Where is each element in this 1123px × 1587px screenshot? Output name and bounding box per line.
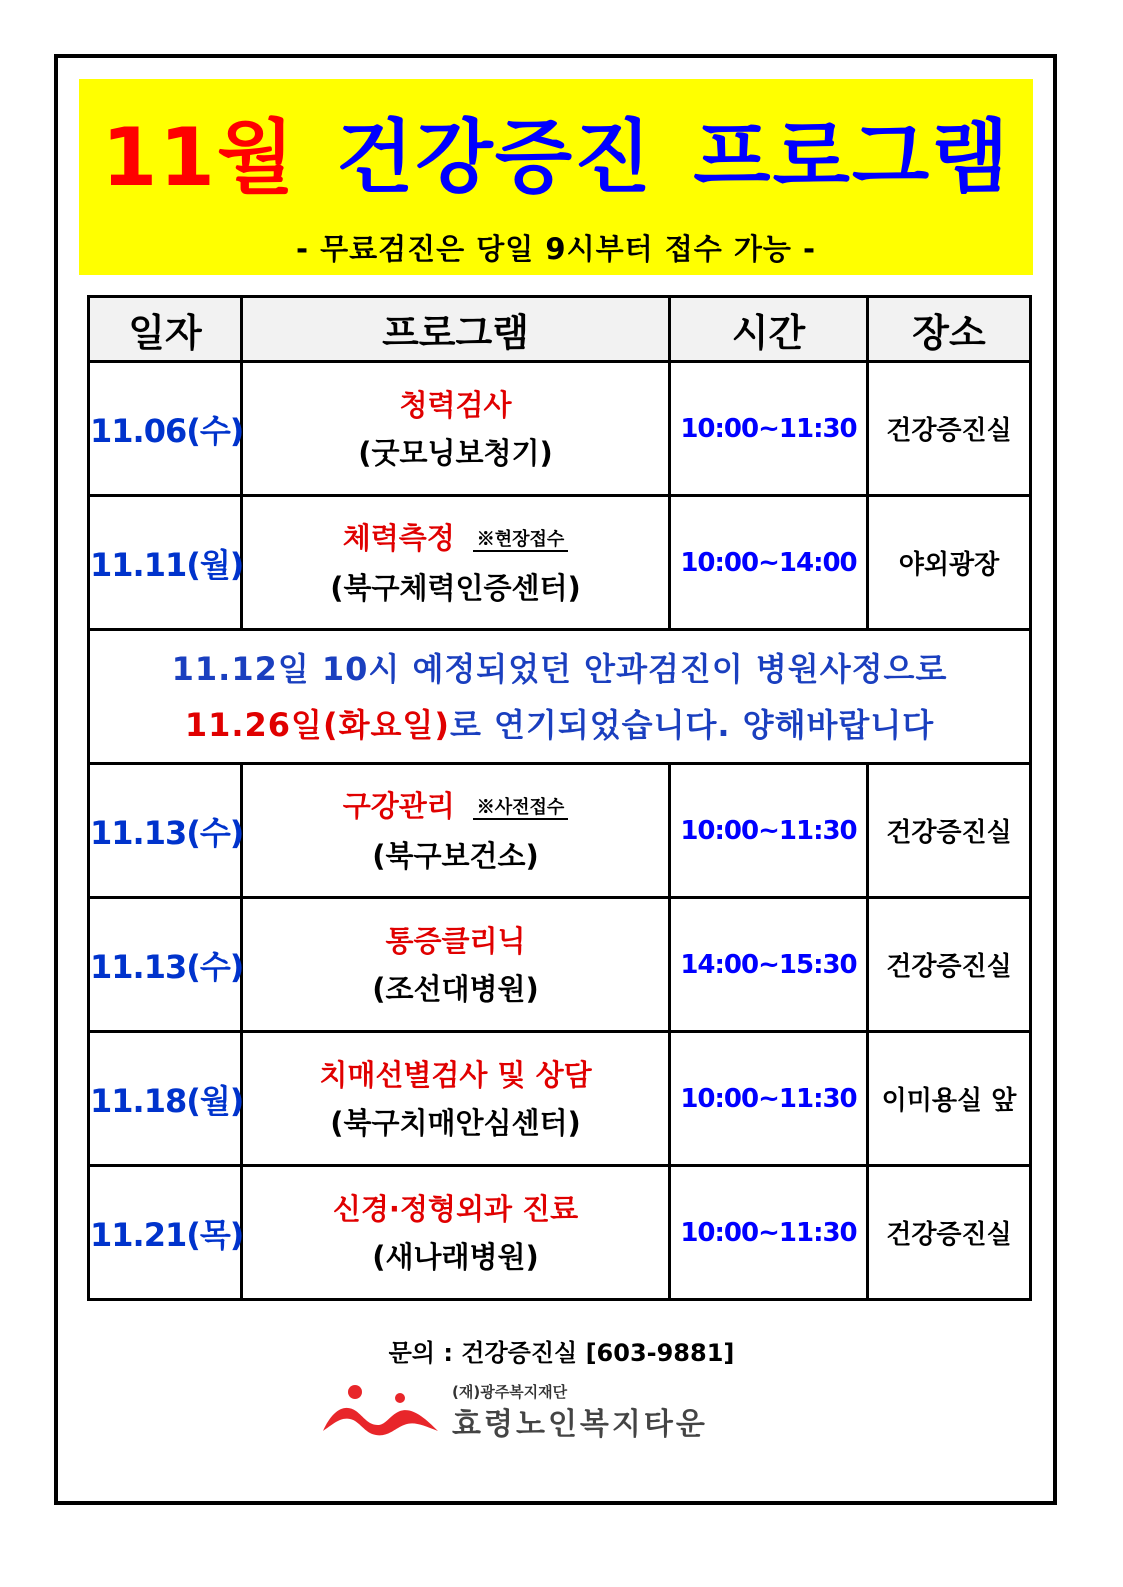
header-date: 일자 (89, 297, 242, 362)
table-row (89, 1032, 1031, 1166)
row-date: 11.11(월) (89, 496, 242, 630)
header-place: 장소 (868, 297, 1031, 362)
row-place: 건강증진실 (868, 898, 1031, 1032)
header-time: 시간 (670, 297, 868, 362)
row-date: 11.06(수) (89, 362, 242, 496)
title-word-2: 프로그램 (693, 111, 1011, 204)
table-row (89, 362, 1031, 496)
title-banner (79, 79, 1033, 275)
row-date: 11.13(수) (89, 898, 242, 1032)
program-name-line (243, 782, 668, 832)
registration-note: ※사전접수 (473, 797, 569, 820)
row-time: 10:00~11:30 (670, 1032, 868, 1166)
row-date: 11.13(수) (89, 764, 242, 898)
program-name: 청력검사 (399, 387, 512, 422)
logo-foundation-name: (재)광주복지재단 (452, 1383, 568, 1401)
contact-info: 문의 : 건강증진실 [603-9881] (388, 1339, 735, 1367)
program-organization: (북구보건소) (372, 838, 539, 873)
row-place: 건강증진실 (868, 764, 1031, 898)
row-time: 10:00~14:00 (670, 496, 868, 630)
row-time: 14:00~15:30 (670, 898, 868, 1032)
row-program (242, 898, 670, 1032)
table-row (89, 496, 1031, 630)
row-program (242, 496, 670, 630)
logo-mark-icon (320, 1381, 445, 1439)
table-row (89, 898, 1031, 1032)
row-program (242, 362, 670, 496)
table-row (89, 1166, 1031, 1300)
program-name: 구강관리 (342, 788, 455, 823)
header-program: 프로그램 (242, 297, 670, 362)
program-name-line (243, 514, 668, 564)
row-program (242, 1032, 670, 1166)
row-time: 10:00~11:30 (670, 1166, 868, 1300)
new-date: 11.26일(화요일) (184, 705, 450, 744)
row-program (242, 764, 670, 898)
notice-line-2 (90, 697, 1029, 753)
program-organization: (새나래병원) (372, 1239, 539, 1274)
program-name: 신경·정형외과 진료 (332, 1191, 579, 1226)
row-place: 건강증진실 (868, 362, 1031, 496)
row-program (242, 1166, 670, 1300)
title-month: 11월 (101, 111, 297, 204)
row-date: 11.18(월) (89, 1032, 242, 1166)
program-organization: (북구체력인증센터) (330, 570, 581, 605)
program-organization: (북구치매안심센터) (330, 1105, 581, 1140)
row-place: 야외광장 (868, 496, 1031, 630)
notice-line-1: 11.12일 10시 예정되었던 안과검진이 병원사정으로 (171, 649, 948, 688)
program-name: 체력측정 (342, 520, 455, 555)
notice-line-2-text: 로 연기되었습니다. 양해바랍니다 (449, 705, 935, 744)
page-title (79, 93, 1033, 208)
title-word-1: 건강증진 (336, 111, 654, 204)
row-date: 11.21(목) (89, 1166, 242, 1300)
program-organization: (굿모닝보청기) (358, 435, 553, 470)
row-time: 10:00~11:30 (670, 764, 868, 898)
postponement-notice (89, 630, 1031, 764)
organization-logo (320, 1381, 790, 1442)
row-time: 10:00~11:30 (670, 362, 868, 496)
row-place: 이미용실 앞 (868, 1032, 1031, 1166)
logo-organization-name: 효령노인복지타운 (452, 1407, 708, 1442)
registration-note: ※현장접수 (473, 529, 569, 552)
table-row (89, 764, 1031, 898)
program-organization: (조선대병원) (372, 971, 539, 1006)
page-subtitle: - 무료검진은 당일 9시부터 접수 가능 - (295, 232, 817, 266)
program-name: 통증클리닉 (385, 923, 526, 958)
schedule-table (87, 295, 1032, 1301)
notice-row (89, 630, 1031, 764)
row-place: 건강증진실 (868, 1166, 1031, 1300)
program-name: 치매선별검사 및 상담 (319, 1057, 592, 1092)
table-header-row (89, 297, 1031, 362)
